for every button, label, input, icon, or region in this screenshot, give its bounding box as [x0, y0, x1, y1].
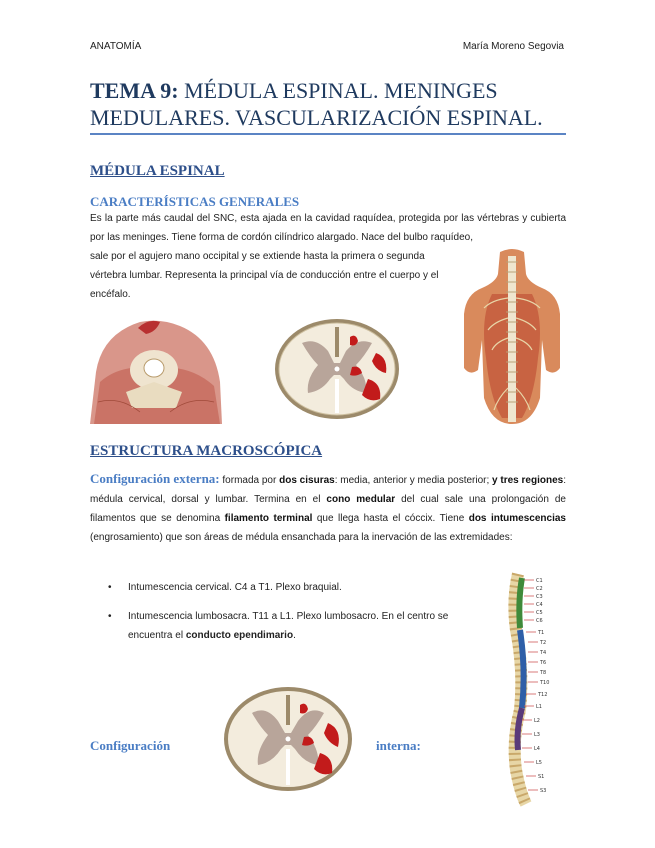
spine-back-illustration [462, 248, 562, 426]
svg-text:T6: T6 [540, 660, 547, 666]
vertebra-cross-section-image [90, 312, 222, 424]
header-author: María Moreno Segovia [462, 41, 564, 52]
bullet-icon: • [108, 582, 112, 593]
bullet-list-intumescencias [90, 578, 490, 655]
svg-text:L4: L4 [534, 746, 540, 752]
svg-text:L1: L1 [536, 704, 542, 710]
paragraph-caracteristicas-2: sale por el agujero mano occipital y se extiende hasta la primera o segunda vértebra lumbar. Representa la principal vía de conducción entre el cuerpo y el encéfalo. [90, 251, 439, 300]
svg-text:S3: S3 [540, 788, 547, 794]
svg-text:T12: T12 [538, 692, 548, 698]
svg-text:C2: C2 [536, 586, 543, 592]
label-configuracion-externa: Configuración externa: [90, 471, 220, 486]
svg-text:T8: T8 [540, 670, 547, 676]
label-configuracion-interna-1: Configuración [90, 738, 171, 753]
list-item: • Intumescencia lumbosacra. T11 a L1. Plexo lumbosacro. En el centro se encuentra el conducto ependimario. [90, 607, 490, 645]
title-text: MÉDULA ESPINAL. MENINGES MEDULARES. VASCULARIZACIÓN ESPINAL. [90, 78, 543, 130]
svg-text:S1: S1 [538, 774, 545, 780]
header-subject: ANATOMÍA [90, 41, 142, 52]
paragraph-caracteristicas-1: Es la parte más caudal del SNC, esta ajada en la cavidad raquídea, protegida por las vértebras y cubierta por las meninges. Tiene forma de cordón cilíndrico alargado. Nace del bulbo raquídeo, [90, 213, 566, 243]
section-heading-medula: MÉDULA ESPINAL [90, 163, 225, 179]
svg-text:T10: T10 [540, 680, 550, 686]
svg-text:C5: C5 [536, 610, 543, 616]
spinal-cord-section-image-2 [220, 683, 356, 795]
bullet-icon: • [108, 611, 112, 622]
svg-text:L2: L2 [534, 718, 540, 724]
paragraph-configuracion-externa: Configuración externa: formada por dos cisuras: media, anterior y media posterior; y tres regiones: médula cervical, dorsal y lumbar. Termina en el cono medular del cual sale una prolongación de filamentos que se denomina filamento terminal que llega hasta el cóccix. Tiene dos intumescencias (engrosamiento) que son áreas de médula ensanchada para la inervación de las extremidades: [90, 471, 566, 543]
svg-text:T1: T1 [538, 630, 545, 636]
spinal-cord-section-image [272, 313, 402, 423]
svg-text:C4: C4 [536, 602, 543, 608]
label-configuracion-interna-2: interna: [376, 738, 421, 753]
svg-text:L3: L3 [534, 732, 540, 738]
list-item: • Intumescencia cervical. C4 a T1. Plexo braquial. [90, 578, 490, 597]
svg-text:T4: T4 [540, 650, 547, 656]
spinal-column-diagram [490, 570, 570, 808]
svg-text:C1: C1 [536, 578, 543, 584]
page-title [90, 77, 570, 131]
title-divider [90, 133, 566, 135]
subheading-caracteristicas: CARACTERÍSTICAS GENERALES [90, 194, 300, 209]
svg-text:T2: T2 [540, 640, 547, 646]
svg-text:C6: C6 [536, 618, 543, 624]
svg-text:L5: L5 [536, 760, 542, 766]
svg-text:C3: C3 [536, 594, 543, 600]
title-tema: TEMA 9: [90, 78, 179, 103]
section-heading-estructura: ESTRUCTURA MACROSCÓPICA [90, 443, 323, 459]
